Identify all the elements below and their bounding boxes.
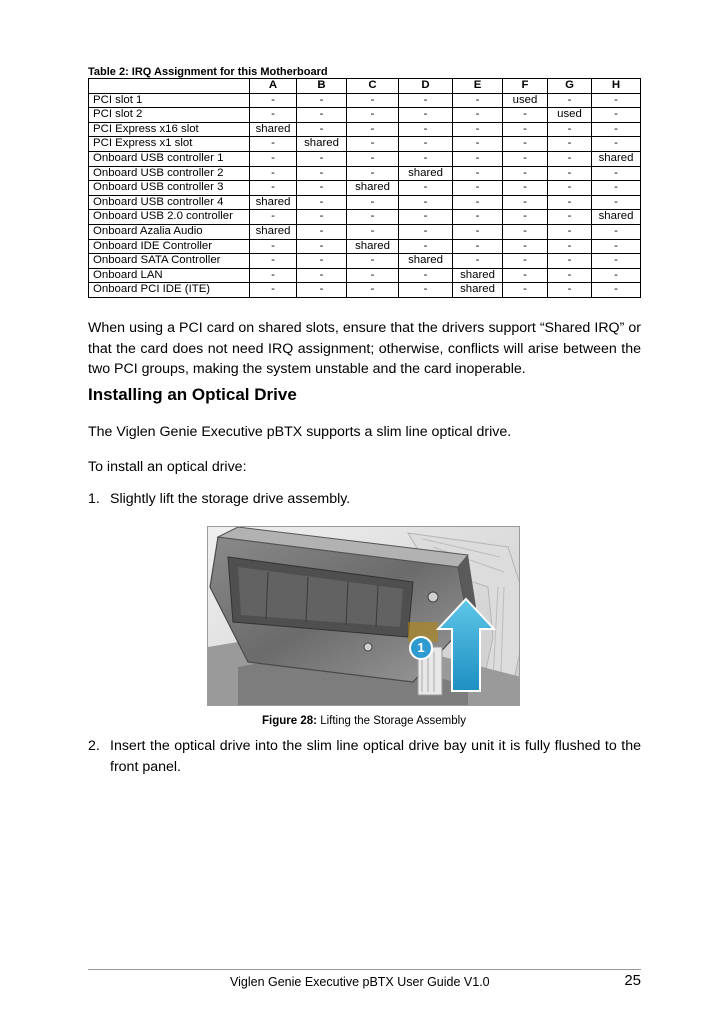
table-cell: - <box>250 254 297 269</box>
table-cell: - <box>297 268 347 283</box>
step-number: 1. <box>88 491 100 507</box>
table-cell: - <box>548 239 592 254</box>
table-cell: - <box>503 151 548 166</box>
table-cell: - <box>347 108 399 123</box>
row-label: Onboard Azalia Audio <box>89 224 250 239</box>
table-cell: - <box>347 224 399 239</box>
table-row <box>89 239 641 254</box>
table-cell: - <box>548 181 592 196</box>
figure-caption-text: Lifting the Storage Assembly <box>320 715 466 727</box>
row-label: Onboard USB controller 3 <box>89 181 250 196</box>
table-cell: shared <box>250 195 297 210</box>
table-cell: - <box>453 181 503 196</box>
table-cell: - <box>453 151 503 166</box>
table-cell: - <box>453 239 503 254</box>
table-cell: - <box>297 181 347 196</box>
table-title: Table 2: IRQ Assignment for this Motherboard <box>88 66 328 78</box>
table-cell: shared <box>250 224 297 239</box>
table-cell: - <box>399 151 453 166</box>
table-cell: - <box>503 283 548 298</box>
table-cell: - <box>250 151 297 166</box>
storage-assembly-illustration <box>208 527 520 706</box>
row-label: PCI slot 1 <box>89 93 250 108</box>
figure-caption <box>0 715 728 727</box>
step-text: Insert the optical drive into the slim line optical drive bay unit it is fully flushed to the front panel. <box>110 738 641 775</box>
table-cell: - <box>453 137 503 152</box>
table-cell: - <box>347 195 399 210</box>
table-cell: - <box>548 254 592 269</box>
row-label: Onboard LAN <box>89 268 250 283</box>
table-cell: - <box>548 210 592 225</box>
table-cell: - <box>297 93 347 108</box>
table-row <box>89 254 641 269</box>
table-cell: - <box>250 239 297 254</box>
table-cell: - <box>592 195 641 210</box>
storage-assembly-photo <box>207 526 520 706</box>
table-cell: - <box>548 195 592 210</box>
table-cell: - <box>399 181 453 196</box>
lead-paragraph: To install an optical drive: <box>88 459 247 475</box>
table-cell: - <box>297 195 347 210</box>
table-cell: - <box>592 93 641 108</box>
table-cell: - <box>453 210 503 225</box>
table-cell: - <box>347 122 399 137</box>
table-cell: - <box>399 195 453 210</box>
table-cell: - <box>503 108 548 123</box>
table-cell: - <box>503 166 548 181</box>
table-cell: - <box>347 151 399 166</box>
section-heading: Installing an Optical Drive <box>88 385 297 404</box>
intro-paragraph: The Viglen Genie Executive pBTX supports a slim line optical drive. <box>88 424 512 440</box>
column-header: D <box>399 79 453 94</box>
table-cell: shared <box>399 166 453 181</box>
table-cell: - <box>592 137 641 152</box>
table-cell: - <box>453 122 503 137</box>
table-row <box>89 151 641 166</box>
table-cell: - <box>592 181 641 196</box>
row-label: Onboard USB controller 2 <box>89 166 250 181</box>
table-cell: - <box>503 268 548 283</box>
table-row <box>89 108 641 123</box>
column-header: A <box>250 79 297 94</box>
row-label: Onboard SATA Controller <box>89 254 250 269</box>
table-cell: - <box>592 166 641 181</box>
table-cell: - <box>399 93 453 108</box>
irq-table <box>88 78 641 298</box>
column-header: E <box>453 79 503 94</box>
callout-number: 1 <box>417 640 425 655</box>
footer-title: Viglen Genie Executive pBTX User Guide V1.0 <box>230 975 490 989</box>
table-cell: - <box>399 137 453 152</box>
table-cell: - <box>250 268 297 283</box>
page-number: 25 <box>624 972 641 989</box>
row-label: Onboard PCI IDE (ITE) <box>89 283 250 298</box>
table-cell: - <box>399 239 453 254</box>
table-cell: shared <box>453 268 503 283</box>
column-header: H <box>592 79 641 94</box>
row-label: Onboard IDE Controller <box>89 239 250 254</box>
table-cell: - <box>453 195 503 210</box>
table-cell: - <box>250 283 297 298</box>
table-cell: shared <box>399 254 453 269</box>
table-cell: - <box>503 122 548 137</box>
table-cell: used <box>503 93 548 108</box>
table-cell: - <box>347 166 399 181</box>
table-row <box>89 137 641 152</box>
table-row <box>89 224 641 239</box>
row-label: PCI slot 2 <box>89 108 250 123</box>
table-cell: - <box>592 224 641 239</box>
table-cell: - <box>399 210 453 225</box>
table-cell: shared <box>592 210 641 225</box>
table-row <box>89 122 641 137</box>
table-row <box>89 268 641 283</box>
table-cell: - <box>399 108 453 123</box>
table-cell: - <box>347 93 399 108</box>
table-cell: - <box>548 268 592 283</box>
table-cell: - <box>592 108 641 123</box>
table-cell: - <box>548 151 592 166</box>
table-cell: - <box>592 122 641 137</box>
table-cell: - <box>297 283 347 298</box>
table-cell: - <box>297 224 347 239</box>
table-cell: shared <box>347 181 399 196</box>
table-row <box>89 283 641 298</box>
table-cell: - <box>453 166 503 181</box>
table-cell: shared <box>347 239 399 254</box>
table-cell: used <box>548 108 592 123</box>
table-cell: - <box>503 210 548 225</box>
irq-table-header <box>89 79 641 94</box>
table-cell: - <box>297 254 347 269</box>
footer-divider <box>88 969 641 970</box>
table-row <box>89 195 641 210</box>
row-label: Onboard USB 2.0 controller <box>89 210 250 225</box>
table-cell: - <box>347 283 399 298</box>
table-cell: - <box>347 254 399 269</box>
table-cell: - <box>453 93 503 108</box>
table-cell: - <box>503 181 548 196</box>
table-cell: shared <box>453 283 503 298</box>
table-cell: shared <box>250 122 297 137</box>
table-cell: - <box>347 210 399 225</box>
table-cell: - <box>453 254 503 269</box>
row-label: Onboard USB controller 4 <box>89 195 250 210</box>
table-cell: - <box>548 283 592 298</box>
table-row <box>89 93 641 108</box>
table-cell: - <box>250 93 297 108</box>
table-cell: - <box>399 224 453 239</box>
table-cell: - <box>592 254 641 269</box>
step-number: 2. <box>88 738 100 754</box>
table-cell: - <box>347 137 399 152</box>
row-label: PCI Express x16 slot <box>89 122 250 137</box>
table-cell: - <box>548 93 592 108</box>
table-cell: - <box>297 210 347 225</box>
table-cell: shared <box>297 137 347 152</box>
table-cell: - <box>250 108 297 123</box>
table-cell: - <box>503 239 548 254</box>
row-label: Onboard USB controller 1 <box>89 151 250 166</box>
table-cell: - <box>250 210 297 225</box>
table-cell: - <box>297 239 347 254</box>
table-row <box>89 166 641 181</box>
row-label: PCI Express x1 slot <box>89 137 250 152</box>
table-cell: shared <box>592 151 641 166</box>
table-cell: - <box>297 151 347 166</box>
column-header: G <box>548 79 592 94</box>
table-row <box>89 210 641 225</box>
table-cell: - <box>548 166 592 181</box>
table-cell: - <box>399 122 453 137</box>
table-cell: - <box>592 283 641 298</box>
table-cell: - <box>250 137 297 152</box>
table-cell: - <box>592 268 641 283</box>
table-cell: - <box>503 195 548 210</box>
table-row <box>89 181 641 196</box>
table-cell: - <box>548 224 592 239</box>
table-cell: - <box>250 181 297 196</box>
table-cell: - <box>347 268 399 283</box>
step-text: Slightly lift the storage drive assembly. <box>110 491 351 507</box>
table-cell: - <box>453 224 503 239</box>
table-cell: - <box>548 122 592 137</box>
table-cell: - <box>503 137 548 152</box>
column-header: B <box>297 79 347 94</box>
column-header: F <box>503 79 548 94</box>
table-cell: - <box>503 224 548 239</box>
column-header: C <box>347 79 399 94</box>
table-cell: - <box>453 108 503 123</box>
table-cell: - <box>399 268 453 283</box>
table-cell: - <box>592 239 641 254</box>
shared-irq-note: When using a PCI card on shared slots, ensure that the drivers support “Shared IRQ” or that the card does not need IRQ assignment; otherwise, conflicts will arise between the two PCI groups, making the system unstable and the card inoperable. <box>88 320 641 377</box>
table-cell: - <box>250 166 297 181</box>
table-cell: - <box>399 283 453 298</box>
table-cell: - <box>297 122 347 137</box>
table-cell: - <box>548 137 592 152</box>
table-cell: - <box>503 254 548 269</box>
figure-caption-label: Figure 28: <box>262 715 317 727</box>
table-cell: - <box>297 166 347 181</box>
table-cell: - <box>297 108 347 123</box>
column-header <box>89 79 250 94</box>
